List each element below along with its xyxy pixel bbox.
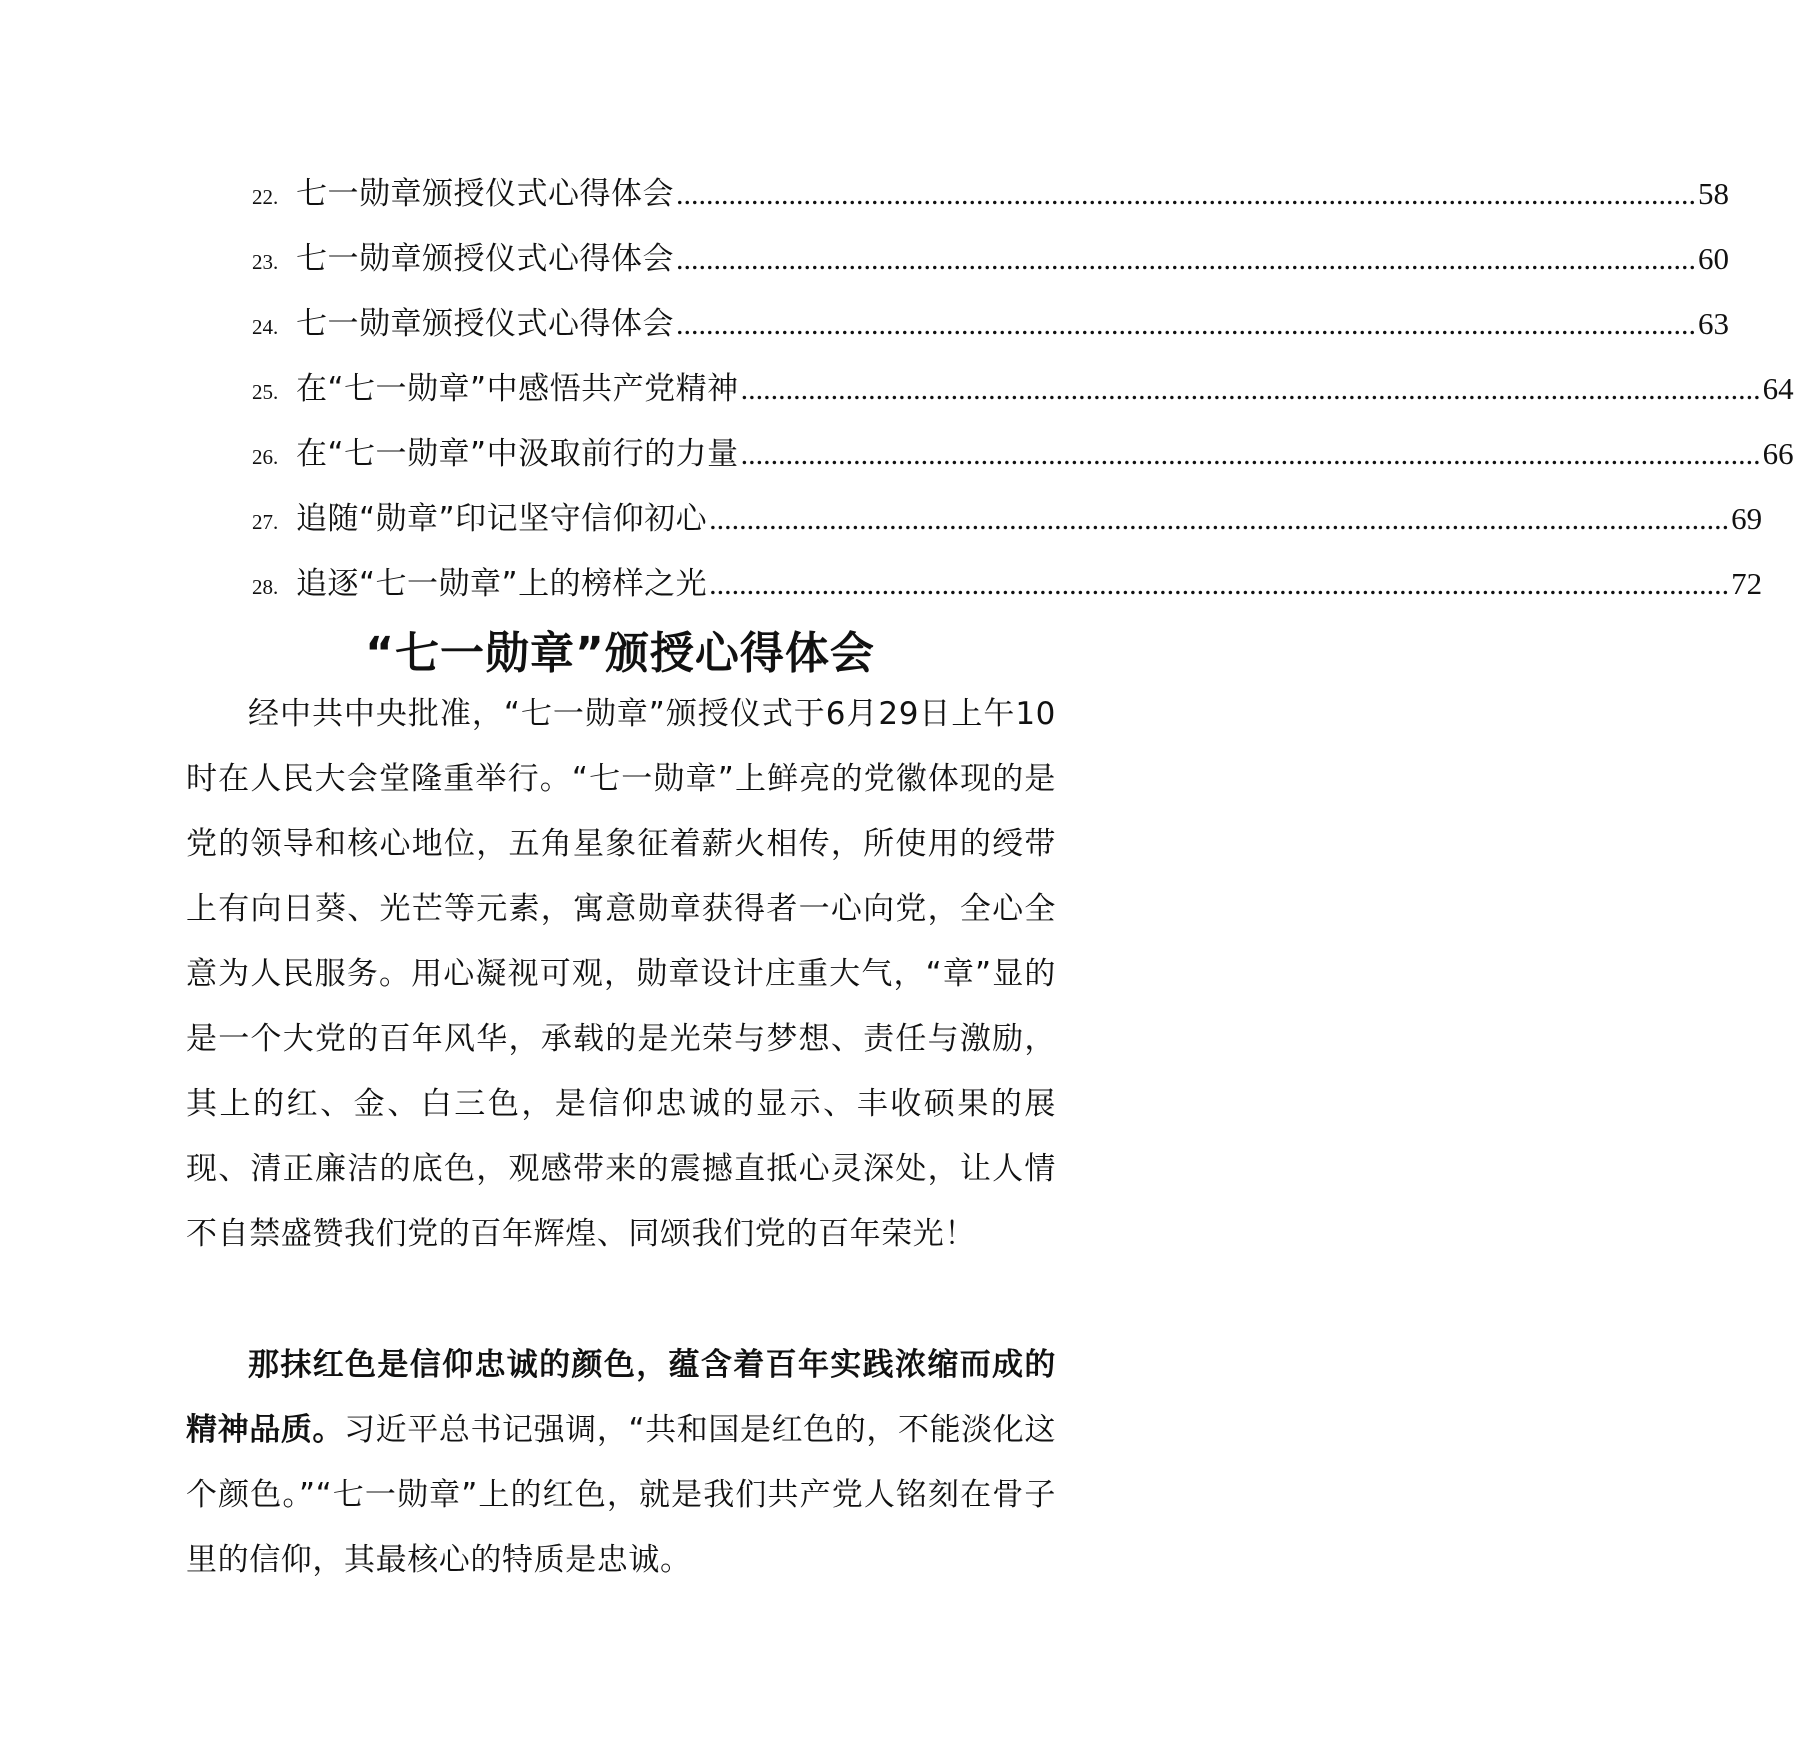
toc-entry-number: 28. [252, 575, 279, 599]
article-paragraph-1: 经中共中央批准，“七一勋章”颁授仪式于6月29日上午10时在人民大会堂隆重举行。“七一勋章”上鲜亮的党徽体现的是党的领导和核心地位，五角星象征着薪火相传，所使用的绶带上有向日葵、光芒等元素，寓意勋章获得者一心向党，全心全意为人民服务。用心凝视可观，勋章设计庄重大气，“章”显的是一个大党的百年风华，承载的是光荣与梦想、责任与激励，其上的红、金、白三色，是信仰忠诚的显示、丰收硕果的展现、清正廉洁的底色，观感带来的震撼直抵心灵深处，让人情不自禁盛赞我们党的百年辉煌、同颂我们党的百年荣光！ [186, 696, 1056, 1252]
toc-entry-number: 23. [252, 250, 279, 274]
toc-entry-title: 七一勋章颁授仪式心得体会 [296, 241, 674, 277]
toc-entry-page: 63 [1698, 306, 1729, 341]
toc-entry-page: 60 [1698, 241, 1729, 276]
toc-dot-leader: ........................................................................................................................................ [676, 178, 1696, 211]
toc-entry-number: 26. [252, 445, 279, 469]
article-title: “七一勋章”颁授心得体会 [365, 628, 875, 679]
toc-entry-number: 27. [252, 510, 279, 534]
toc-dot-leader: ........................................................................................................................................ [740, 438, 1761, 471]
toc-entry[interactable] [252, 558, 1763, 623]
toc-entry-title: 七一勋章颁授仪式心得体会 [296, 306, 674, 342]
toc-entry[interactable] [252, 493, 1763, 558]
toc-entry-page: 58 [1698, 176, 1729, 211]
toc-entry-page: 66 [1762, 436, 1794, 471]
paragraph-emphasis: 那抹红色是信仰忠诚的颜色，蕴含着百年实践浓缩而成的精神品质。 [186, 1347, 1056, 1448]
toc-entry[interactable] [252, 298, 1729, 363]
toc-entry-title: 在“七一勋章”中感悟共产党精神 [296, 371, 739, 407]
toc-dot-leader: ........................................................................................................................................ [709, 503, 1730, 536]
toc-dot-leader: ........................................................................................................................................ [740, 373, 1761, 406]
toc-entry-title: 在“七一勋章”中汲取前行的力量 [296, 436, 739, 472]
toc-entry-page: 69 [1731, 501, 1763, 536]
toc-entry-title: 追逐“七一勋章”上的榜样之光 [296, 566, 708, 602]
toc-dot-leader: ........................................................................................................................................ [709, 568, 1730, 601]
toc-entry-title: 七一勋章颁授仪式心得体会 [296, 176, 674, 212]
toc-entry-page: 72 [1731, 566, 1763, 601]
article-paragraph-2 [186, 1333, 1056, 1593]
toc-entry[interactable] [252, 233, 1729, 298]
toc-entry[interactable] [252, 428, 1794, 493]
toc-dot-leader: ........................................................................................................................................ [676, 308, 1696, 341]
toc-entry-number: 24. [252, 315, 279, 339]
toc-entry[interactable] [252, 363, 1794, 428]
paragraph-text: 习近平总书记强调，“共和国是红色的，不能淡化这个颜色。”“七一勋章”上的红色，就是我们共产党人铭刻在骨子里的信仰，其最核心的特质是忠诚。 [186, 1412, 1057, 1578]
toc-entry-title: 追随“勋章”印记坚守信仰初心 [296, 501, 708, 537]
toc-entry-number: 22. [252, 185, 279, 209]
toc-entry-page: 64 [1762, 371, 1794, 406]
toc-dot-leader: ........................................................................................................................................ [676, 243, 1696, 276]
toc-entry[interactable] [252, 168, 1729, 233]
toc-entry-number: 25. [252, 380, 279, 404]
table-of-contents [252, 168, 1794, 623]
